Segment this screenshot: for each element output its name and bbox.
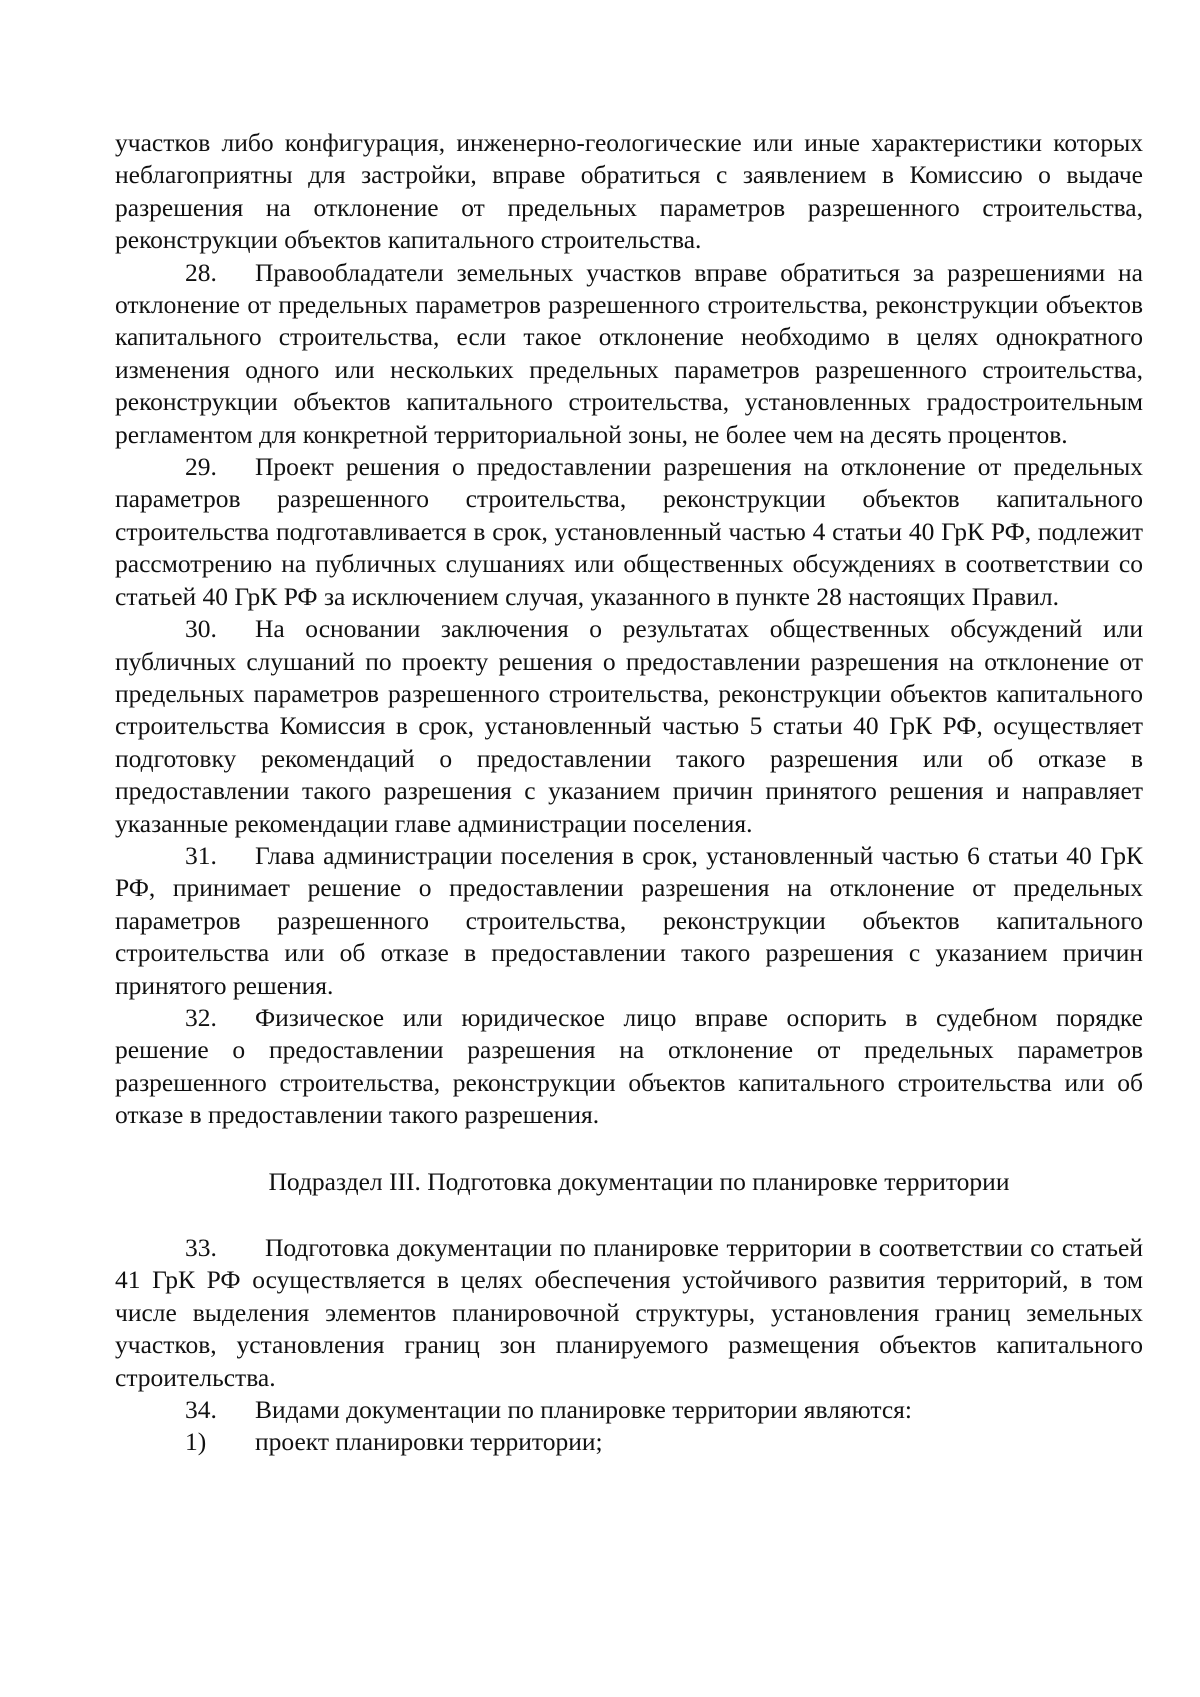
paragraph-30 <box>115 613 1143 840</box>
paragraph-31 <box>115 840 1143 1002</box>
paragraph-text: Подготовка документации по планировке территории в соответствии со статьей 41 ГрК РФ осуществляется в целях обеспечения устойчивого развития территорий, в том числе выделения элементов планировочной структуры, установления границ земельных участков, установления границ зон планируемого размещения объектов капитального строительства. <box>115 1233 1143 1392</box>
paragraph-28 <box>115 257 1143 451</box>
list-item-number: 1) <box>185 1427 207 1457</box>
paragraph-34 <box>115 1394 1143 1426</box>
paragraph-number: 32. <box>185 1002 217 1032</box>
section-heading: Подраздел III. Подготовка документации по планировке территории <box>268 1166 1010 1196</box>
paragraph-29 <box>115 451 1143 613</box>
paragraph-27-continuation: участков либо конфигурация, инженерно-геологические или иные характеристики которых неблагоприятны для застройки, вправе обратиться с заявлением в Комиссию о выдаче разрешения на отклонение от предельных параметров разрешенного строительства, реконструкции объектов капитального строительства. <box>115 128 1143 255</box>
paragraph-text: На основании заключения о результатах общественных обсуждений или публичных слушаний по проекту решения о предоставлении разрешения на отклонение от предельных параметров разрешенного строительства, реконструкции объектов капитального строительства Комиссия в срок, установленный частью 5 статьи 40 ГрК РФ, осуществляет подготовку рекомендаций о предоставлении такого разрешения или об отказе в предоставлении такого разрешения с указанием причин принятого решения и направляет указанные рекомендации главе администрации поселения. <box>115 614 1143 838</box>
list-item-1 <box>115 1426 1143 1458</box>
list-item-text: проект планировки территории; <box>255 1427 603 1457</box>
paragraph-33 <box>115 1232 1143 1394</box>
document-page <box>115 127 1143 1459</box>
paragraph-number: 28. <box>185 257 217 287</box>
paragraph-number: 31. <box>185 840 217 870</box>
paragraph-text: Правообладатели земельных участков вправе обратиться за разрешениями на отклонение от предельных параметров разрешенного строительства, реконструкции объектов капитального строительства, если такое отклонение необходимо в целях однократного изменения одного или нескольких предельных параметров разрешенного строительства, реконструкции объектов капитального строительства, установленных градостроительным регламентом для конкретной территориальной зоны, не более чем на десять процентов. <box>115 257 1143 449</box>
paragraph-text: Проект решения о предоставлении разрешения на отклонение от предельных параметров разрешенного строительства, реконструкции объектов капитального строительства подготавливается в срок, установленный частью 4 статьи 40 ГрК РФ, подлежит рассмотрению на публичных слушаниях или общественных обсуждениях в соответствии со статьей 40 ГрК РФ за исключением случая, указанного в пункте 28 настоящих Правил. <box>115 452 1143 611</box>
paragraph-text: Физическое или юридическое лицо вправе оспорить в судебном порядке решение о предоставлении разрешения на отклонение от предельных параметров разрешенного строительства, реконструкции объектов капитального строительства или об отказе в предоставлении такого разрешения. <box>115 1002 1143 1130</box>
paragraph-text: Глава администрации поселения в срок, установленный частью 6 статьи 40 ГрК РФ, принимает решение о предоставлении разрешения на отклонение от предельных параметров разрешенного строительства, реконструкции объектов капитального строительства или об отказе в предоставлении такого разрешения с указанием причин принятого решения. <box>115 840 1143 1000</box>
paragraph-number: 33. <box>185 1233 217 1262</box>
paragraph-number: 30. <box>185 614 217 644</box>
paragraph-32 <box>115 1002 1143 1132</box>
paragraph-text: Видами документации по планировке территории являются: <box>255 1395 912 1425</box>
paragraph-number: 34. <box>185 1395 217 1425</box>
paragraph-number: 29. <box>185 452 217 482</box>
